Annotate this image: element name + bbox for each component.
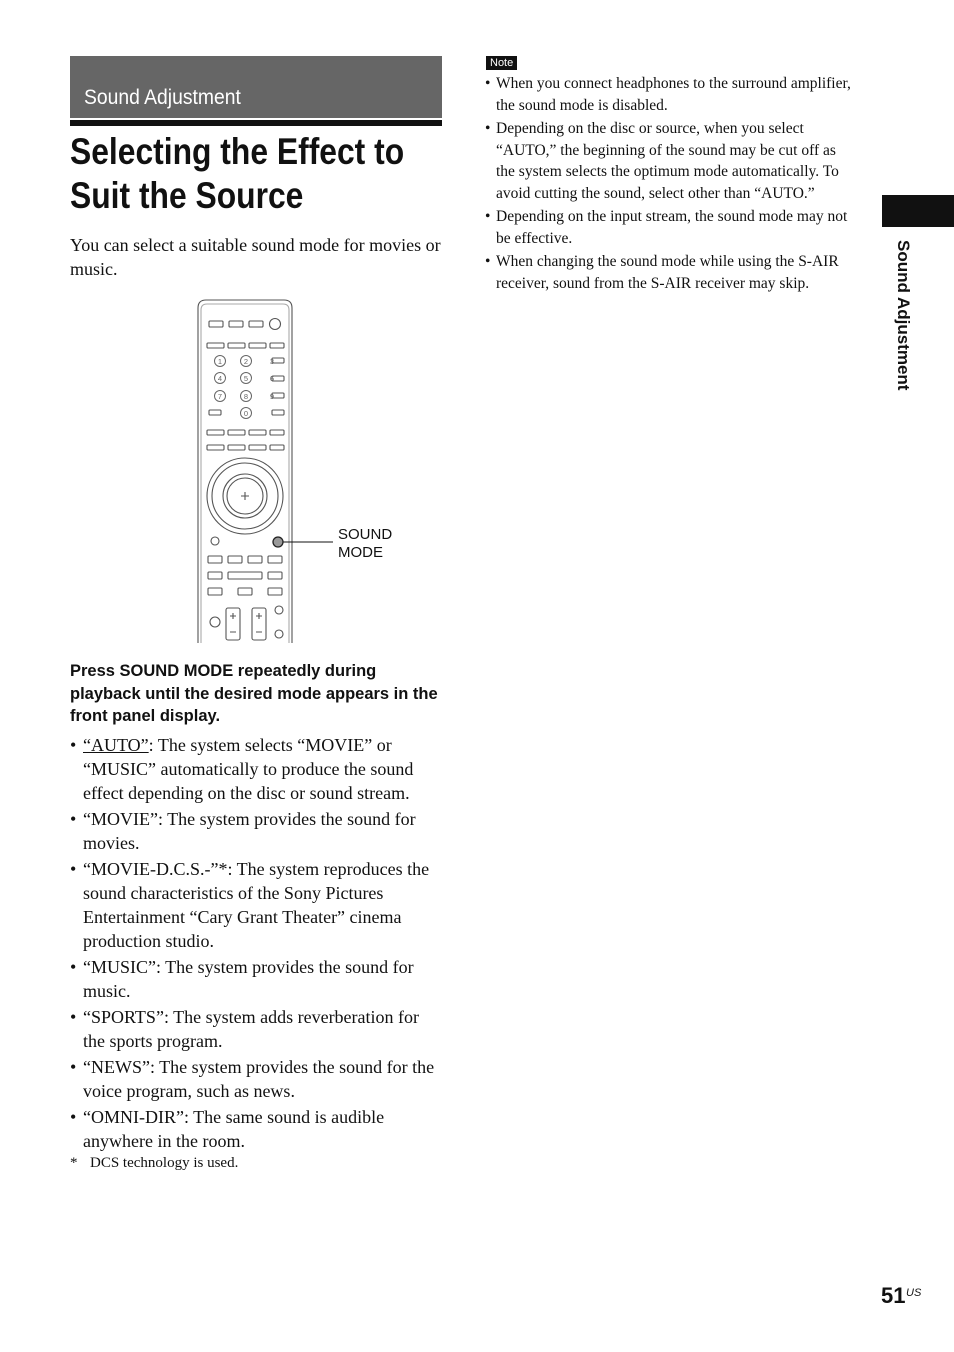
footnote-text: DCS technology is used. [90,1155,239,1171]
page-title-line-2: Suit the Source [70,175,304,216]
list-item [70,857,445,953]
page-number: 51 [881,1283,906,1308]
callout-label-line-2: MODE [338,544,383,561]
header-rule [70,120,442,126]
mode-name: “MOVIE-D.C.S.-” [83,859,219,879]
note-text: Depending on the disc or source, when you select “AUTO,” the beginning of the sound may be cut off as the system selects the optimum mode automatically. To avoid cutting the sound, select other than “AUTO.” [496,120,839,202]
sound-mode-button-icon [273,537,283,547]
list-item [70,955,445,1003]
list-item [70,1105,445,1153]
mode-description: : The same sound is audible anywhere in the room. [83,1107,385,1151]
list-item [70,1005,445,1053]
keypad-number: 3 [269,357,275,366]
bullet-glyph: • [485,75,491,92]
keypad-number: 9 [269,392,275,401]
keypad-number: 4 [217,374,223,383]
remote-body-outline [198,300,292,643]
page-region-suffix: US [906,1287,922,1299]
mode-description: *: The system reproduces the sound characteristics of the Sony Pictures Entertainment “Cary Grant Theater” cinema production studio. [83,859,430,951]
list-item [70,733,445,805]
remote-control-illustration [195,298,405,646]
list-item [485,251,855,294]
bullet-glyph: • [70,735,77,755]
mode-name: “MOVIE” [83,809,158,829]
keypad-number: 1 [217,357,223,366]
note-list [485,73,855,296]
mode-description: : The system provides the sound for music. [83,957,414,1001]
list-item [70,807,445,855]
mode-name: “SPORTS” [83,1007,164,1027]
bullet-glyph: • [70,1107,77,1127]
plus-icon [241,492,249,500]
keypad-number: 5 [243,374,249,383]
bullet-glyph: • [70,1057,77,1077]
bullet-glyph: • [70,957,77,977]
page-title [70,130,431,218]
footnote-mark: * [70,1155,78,1171]
section-header-label: Sound Adjustment [84,86,241,109]
note-badge: Note [486,56,517,70]
power-button-icon [270,319,281,330]
bullet-glyph: • [70,859,77,879]
keypad-number: 8 [243,392,249,401]
bullet-glyph: • [485,208,491,225]
mode-description: : The system provides the sound for the voice program, such as news. [83,1057,435,1101]
keypad-number: 6 [269,374,275,383]
sound-mode-list [70,733,445,1155]
chapter-side-tab [882,195,954,227]
list-item [485,206,855,249]
mode-name-link[interactable]: “AUTO” [83,735,149,755]
bullet-glyph: • [70,809,77,829]
bullet-glyph: • [70,1007,77,1027]
channel-rocker [252,608,266,640]
section-header-band [70,56,442,118]
list-item [485,73,855,116]
mode-name: “OMNI-DIR” [83,1107,184,1127]
mode-description: : The system selects “MOVIE” or “MUSIC” automatically to produce the sound effect depending on the disc or sound stream. [83,735,414,803]
note-text: When you connect headphones to the surround amplifier, the sound mode is disabled. [496,75,851,114]
remote-button [229,321,243,327]
chapter-side-label: Sound Adjustment [894,240,913,391]
mode-name: “MUSIC” [83,957,156,977]
note-text: Depending on the input stream, the sound mode may not be effective. [496,208,848,247]
page-title-line-1: Selecting the Effect to [70,131,405,172]
note-text: When changing the sound mode while using the S-AIR receiver, sound from the S-AIR receiver may skip. [496,253,839,292]
remote-button [209,321,223,327]
callout-label-line-1: SOUND [338,526,393,543]
intro-text: You can select a suitable sound mode for movies or music. [70,235,441,279]
list-item [70,1055,445,1103]
bullet-glyph: • [485,253,491,270]
list-item [485,118,855,204]
mode-description: : The system provides the sound for movies. [83,809,416,853]
step-instruction: Press SOUND MODE repeatedly during playback until the desired mode appears in the front panel display. [70,662,438,725]
mode-description: : The system adds reverberation for the sports program. [83,1007,420,1051]
bullet-glyph: • [485,120,491,137]
keypad-number: 0 [243,409,249,418]
mode-name: “NEWS” [83,1057,150,1077]
remote-button [249,321,263,327]
keypad-number: 2 [243,357,249,366]
footnote [70,1153,445,1173]
keypad-number: 7 [217,392,223,401]
remote-control-drawing [195,298,405,646]
volume-rocker [226,608,240,640]
